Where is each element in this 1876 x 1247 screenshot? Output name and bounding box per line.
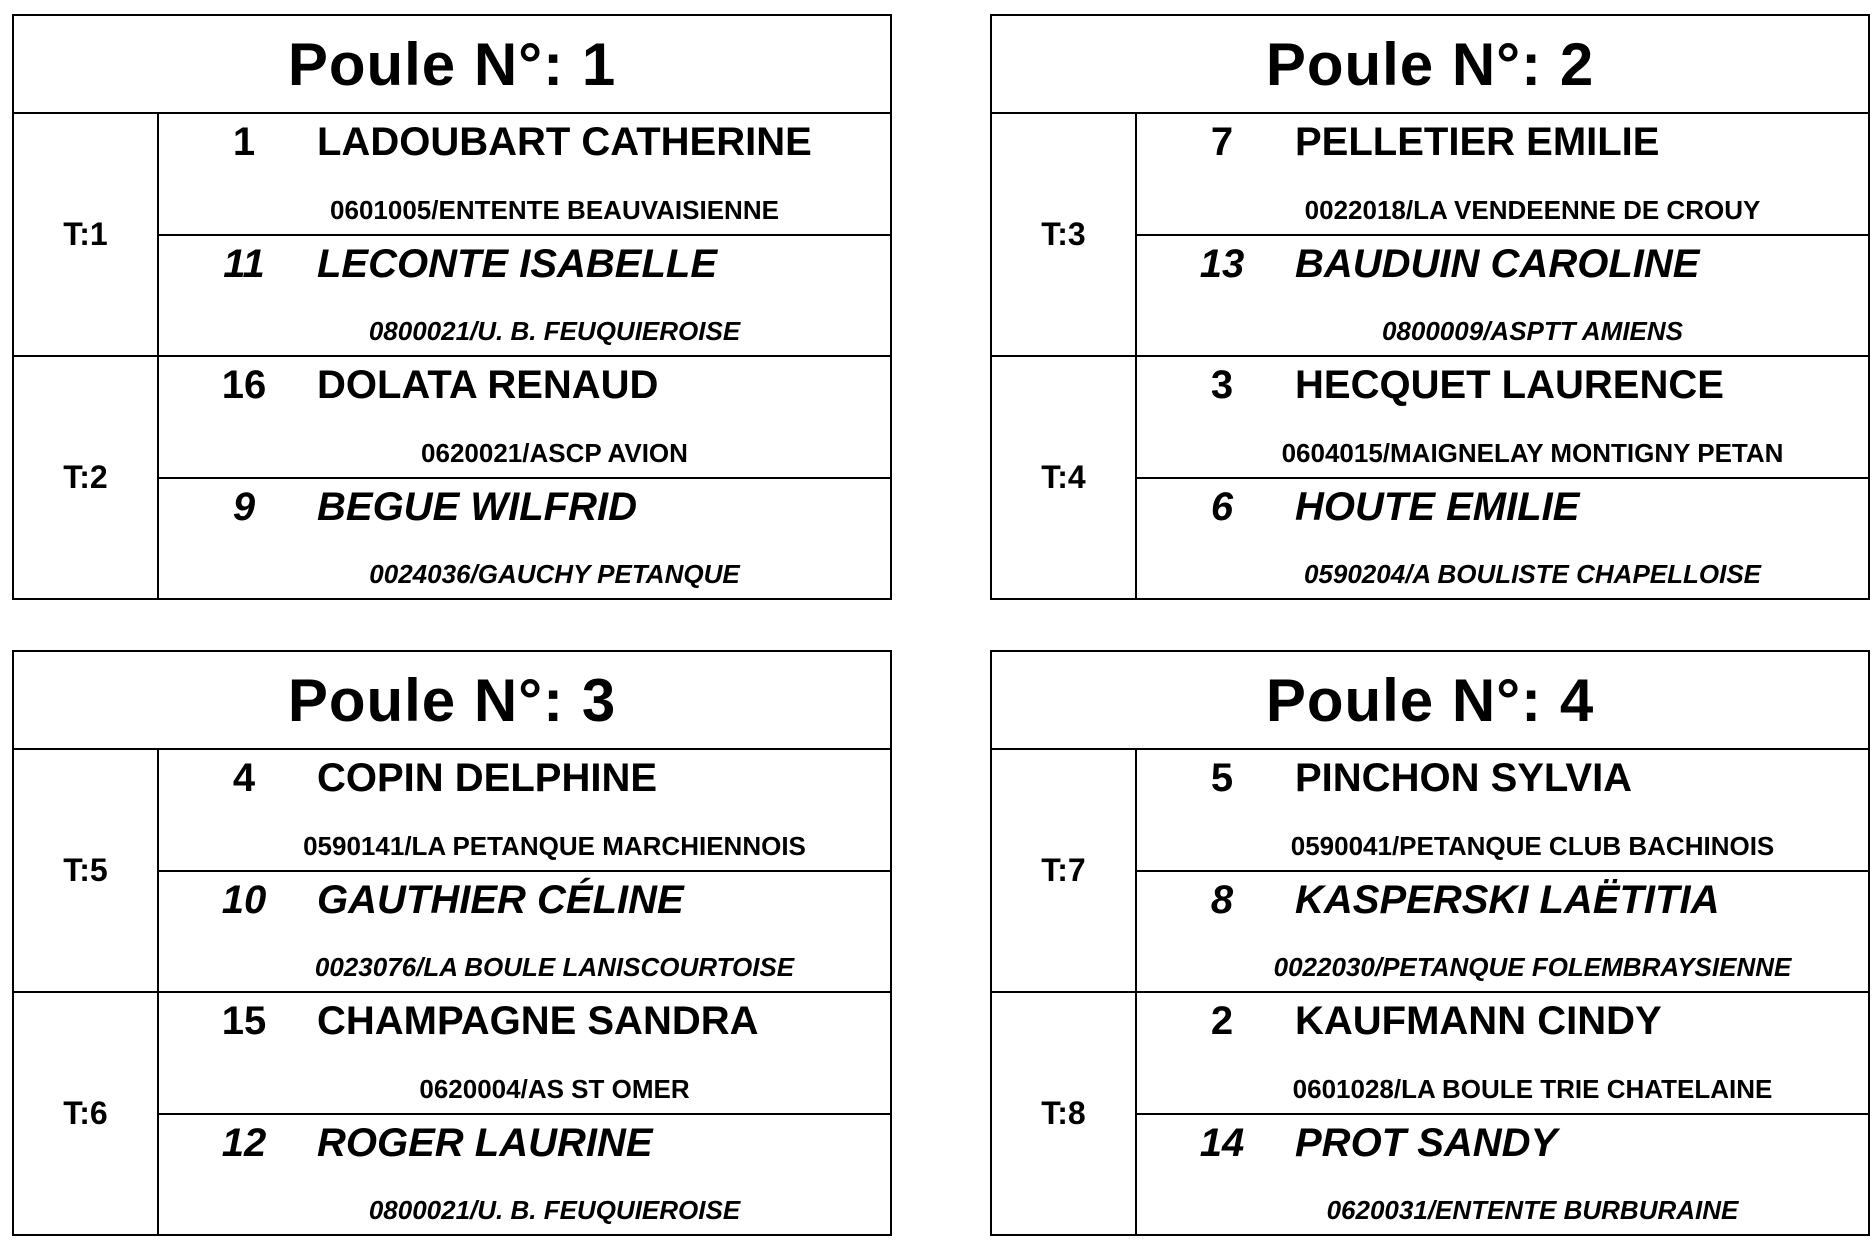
- table-block-t6: [14, 993, 890, 1234]
- player-entry: [159, 993, 890, 1115]
- player-number: 4: [232, 756, 256, 800]
- table-label: T:5: [14, 750, 159, 991]
- player-club: 0022030/PETANQUE FOLEMBRAYSIENNE: [1273, 952, 1792, 982]
- player-name: PELLETIER EMILIE: [1295, 120, 1660, 164]
- players: [1137, 114, 1868, 355]
- player-number: 5: [1210, 756, 1234, 800]
- table-label: T:2: [14, 357, 159, 598]
- poule-2: [990, 14, 1870, 600]
- table-label: T:8: [992, 993, 1137, 1234]
- player-name: PROT SANDY: [1295, 1120, 1558, 1165]
- player-club: 0590204/A BOULISTE CHAPELLOISE: [1303, 559, 1762, 589]
- table-label: T:6: [14, 993, 159, 1234]
- player-club: 0604015/MAIGNELAY MONTIGNY PETAN: [1281, 437, 1784, 468]
- player-name: LADOUBART CATHERINE: [317, 120, 812, 164]
- player-entry: [1137, 750, 1868, 872]
- player-name: PINCHON SYLVIA: [1295, 756, 1633, 800]
- player-club: 0601028/LA BOULE TRIE CHATELAINE: [1292, 1073, 1773, 1104]
- player-name: BAUDUIN CAROLINE: [1295, 241, 1700, 286]
- player-entry: [1137, 872, 1868, 992]
- player-name: HOUTE EMILIE: [1295, 484, 1580, 529]
- player-number: 3: [1210, 363, 1234, 407]
- player-entry: [1137, 993, 1868, 1115]
- player-number: 6: [1210, 484, 1234, 529]
- player-number: 16: [221, 363, 267, 407]
- table-label: T:4: [992, 357, 1137, 598]
- poule-tables: [14, 750, 890, 1234]
- table-label: T:1: [14, 114, 159, 355]
- player-name: HECQUET LAURENCE: [1295, 363, 1724, 407]
- poule-title: Poule N°: 2: [992, 16, 1868, 114]
- player-number: 8: [1210, 877, 1234, 922]
- poule-title: Poule N°: 3: [14, 652, 890, 750]
- players: [1137, 357, 1868, 598]
- player-name: DOLATA RENAUD: [317, 363, 659, 407]
- player-club: 0620004/AS ST OMER: [419, 1073, 690, 1104]
- players: [159, 750, 890, 991]
- player-club: 0601005/ENTENTE BEAUVAISIENNE: [330, 194, 779, 225]
- player-club: 0590141/LA PETANQUE MARCHIENNOIS: [303, 830, 806, 861]
- player-entry: [1137, 114, 1868, 236]
- player-entry: [1137, 479, 1868, 599]
- table-label: T:3: [992, 114, 1137, 355]
- player-club: 0023076/LA BOULE LANISCOURTOISE: [314, 952, 795, 982]
- player-number: 14: [1199, 1120, 1245, 1165]
- player-club: 0024036/GAUCHY PETANQUE: [369, 559, 740, 589]
- player-number: 15: [221, 999, 267, 1043]
- players: [159, 357, 890, 598]
- player-number: 12: [221, 1120, 267, 1165]
- players: [159, 114, 890, 355]
- player-club: 0800021/U. B. FEUQUIEROISE: [368, 316, 741, 346]
- player-number: 2: [1210, 999, 1234, 1043]
- player-club: 0620021/ASCP AVION: [421, 437, 688, 468]
- player-name: BEGUE WILFRID: [317, 484, 637, 529]
- player-number: 1: [232, 120, 256, 164]
- table-block-t3: [992, 114, 1868, 357]
- player-entry: [1137, 236, 1868, 356]
- poule-4: [990, 650, 1870, 1236]
- player-number: 11: [223, 241, 265, 286]
- player-entry: [159, 872, 890, 992]
- poule-title: Poule N°: 4: [992, 652, 1868, 750]
- player-name: CHAMPAGNE SANDRA: [317, 999, 759, 1043]
- players: [159, 993, 890, 1234]
- table-block-t5: [14, 750, 890, 993]
- player-number: 9: [232, 484, 256, 529]
- player-name: KASPERSKI LAËTITIA: [1295, 877, 1720, 922]
- player-name: GAUTHIER CÉLINE: [317, 877, 684, 922]
- player-entry: [159, 750, 890, 872]
- poule-tables: [992, 114, 1868, 598]
- player-entry: [159, 357, 890, 479]
- table-block-t1: [14, 114, 890, 357]
- player-entry: [1137, 1115, 1868, 1235]
- player-entry: [159, 114, 890, 236]
- table-block-t2: [14, 357, 890, 598]
- poule-title: Poule N°: 1: [14, 16, 890, 114]
- player-entry: [159, 236, 890, 356]
- player-entry: [1137, 357, 1868, 479]
- player-name: KAUFMANN CINDY: [1295, 999, 1662, 1043]
- player-club: 0022018/LA VENDEENNE DE CROUY: [1304, 194, 1761, 225]
- player-entry: [159, 479, 890, 599]
- player-entry: [159, 1115, 890, 1235]
- poule-3: [12, 650, 892, 1236]
- player-name: LECONTE ISABELLE: [317, 241, 718, 286]
- player-club: 0620031/ENTENTE BURBURAINE: [1326, 1195, 1739, 1225]
- poule-tables: [992, 750, 1868, 1234]
- player-number: 13: [1199, 241, 1245, 286]
- table-block-t4: [992, 357, 1868, 598]
- players: [1137, 993, 1868, 1234]
- player-number: 7: [1210, 120, 1234, 164]
- table-block-t8: [992, 993, 1868, 1234]
- player-name: COPIN DELPHINE: [317, 756, 658, 800]
- player-number: 10: [221, 877, 267, 922]
- player-club: 0800009/ASPTT AMIENS: [1381, 316, 1684, 346]
- player-name: ROGER LAURINE: [317, 1120, 653, 1165]
- player-club: 0590041/PETANQUE CLUB BACHINOIS: [1290, 830, 1775, 861]
- table-label: T:7: [992, 750, 1137, 991]
- players: [1137, 750, 1868, 991]
- poule-1: [12, 14, 892, 600]
- poule-tables: [14, 114, 890, 598]
- player-club: 0800021/U. B. FEUQUIEROISE: [368, 1195, 741, 1225]
- table-block-t7: [992, 750, 1868, 993]
